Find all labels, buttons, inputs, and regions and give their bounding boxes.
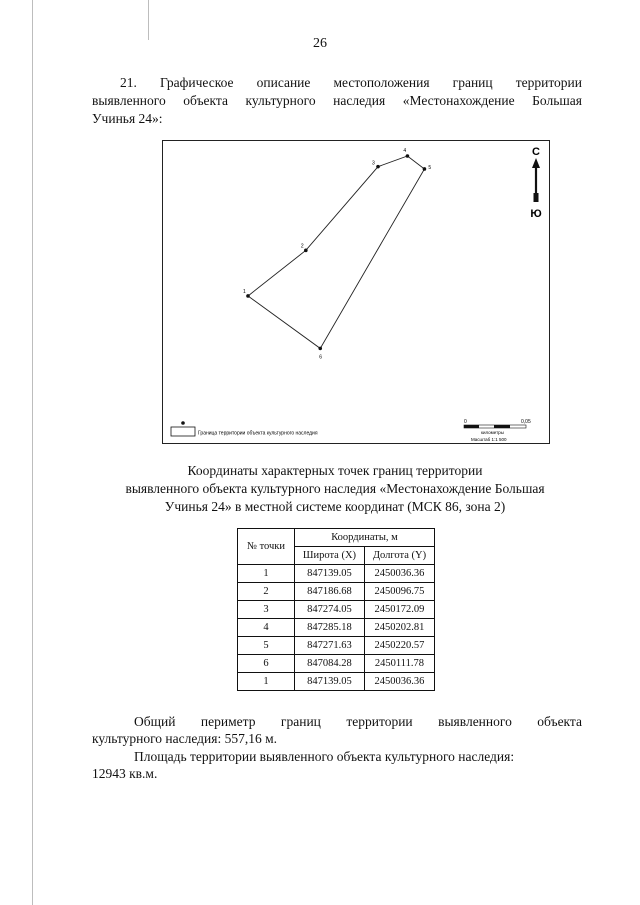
table-row — [238, 619, 435, 637]
area-text — [92, 748, 582, 782]
table-row — [238, 583, 435, 601]
boundary-point-label: 5 — [428, 164, 432, 171]
legend-point-icon — [181, 421, 185, 425]
table-cell-lon: 2450172.09 — [364, 601, 434, 619]
compass-north-label: С — [532, 146, 540, 158]
scan-edge-line — [148, 0, 149, 40]
map-legend — [171, 421, 318, 436]
perimeter-line: культурного наследия: 557,16 м. — [92, 731, 278, 746]
boundary-point-label: 6 — [319, 354, 323, 361]
table-cell-lat: 847274.05 — [295, 601, 365, 619]
compass-arrow-icon — [532, 158, 540, 202]
table-cell-lon: 2450220.57 — [364, 637, 434, 655]
table-row — [238, 655, 435, 673]
boundary-polygon — [248, 156, 424, 348]
boundary-point-6 — [318, 347, 322, 351]
table-cell-point: 6 — [238, 655, 295, 673]
heading-line: выявленного объекта культурного наследия «Местонахождение Большая — [92, 93, 582, 108]
boundary-map-svg — [163, 141, 551, 445]
table-cell-point: 2 — [238, 583, 295, 601]
boundary-point-2 — [304, 249, 308, 253]
heading-line: 21. Графическое описание местоположения границ территории — [120, 75, 582, 90]
boundary-point-4 — [406, 154, 410, 158]
legend-label: Граница территории объекта культурного наследия — [198, 430, 318, 437]
boundary-point-5 — [423, 167, 427, 171]
scale-ratio-label: Масштаб 1:1 500 — [471, 437, 507, 442]
perimeter-line: Общий периметр границ территории выявленного объекта — [134, 714, 582, 729]
header-point: № точки — [238, 529, 295, 565]
table-row — [238, 565, 435, 583]
section-heading — [92, 74, 582, 128]
boundary-point-3 — [376, 165, 380, 169]
area-line: Площадь территории выявленного объекта культурного наследия: — [134, 749, 515, 764]
scale-zero-label: 0 — [464, 419, 467, 425]
scale-unit-label: километры — [481, 430, 504, 435]
table-cell-point: 3 — [238, 601, 295, 619]
scan-edge-line — [32, 0, 33, 905]
caption-line: Учинья 24» в местной системе координат (МСК 86, зона 2) — [164, 499, 506, 514]
boundary-points — [243, 148, 431, 360]
scale-max-label: 0,05 — [521, 419, 531, 425]
table-cell-lat: 847186.68 — [295, 583, 365, 601]
compass-south-label: Ю — [530, 208, 542, 220]
boundary-point-1 — [246, 294, 250, 298]
table-cell-lat: 847139.05 — [295, 565, 365, 583]
table-row — [238, 601, 435, 619]
boundary-point-label: 3 — [372, 160, 375, 167]
table-row — [238, 637, 435, 655]
area-line: 12943 кв.м. — [92, 766, 158, 781]
heading-line: Учинья 24»: — [92, 111, 163, 126]
legend-swatch-icon — [171, 427, 195, 436]
page-number: 26 — [313, 36, 327, 51]
table-cell-point: 4 — [238, 619, 295, 637]
table-cell-lon: 2450036.36 — [364, 565, 434, 583]
coordinates-table-body — [238, 565, 435, 691]
table-cell-lon: 2450111.78 — [364, 655, 434, 673]
table-cell-lat: 847285.18 — [295, 619, 365, 637]
table-cell-lat: 847139.05 — [295, 673, 365, 691]
caption-line: Координаты характерных точек границ территории — [187, 463, 483, 478]
table-cell-lat: 847271.63 — [295, 637, 365, 655]
boundary-point-label: 2 — [300, 243, 304, 250]
coordinates-caption — [90, 462, 580, 516]
table-cell-point: 1 — [238, 673, 295, 691]
boundary-point-label: 1 — [243, 288, 246, 295]
header-latitude: Широта (X) — [295, 547, 365, 565]
map-scale-bar — [464, 419, 531, 442]
table-cell-lon: 2450096.75 — [364, 583, 434, 601]
perimeter-text — [92, 713, 582, 747]
boundary-map — [162, 140, 550, 444]
table-cell-point: 1 — [238, 565, 295, 583]
header-coordinates: Координаты, м — [295, 529, 435, 547]
table-cell-lon: 2450036.36 — [364, 673, 434, 691]
header-longitude: Долгота (Y) — [364, 547, 434, 565]
table-row — [238, 673, 435, 691]
table-cell-lon: 2450202.81 — [364, 619, 434, 637]
caption-line: выявленного объекта культурного наследия «Местонахождение Большая — [125, 481, 545, 496]
table-cell-point: 5 — [238, 637, 295, 655]
coordinates-table — [237, 528, 435, 691]
boundary-point-label: 4 — [403, 148, 407, 154]
table-cell-lat: 847084.28 — [295, 655, 365, 673]
